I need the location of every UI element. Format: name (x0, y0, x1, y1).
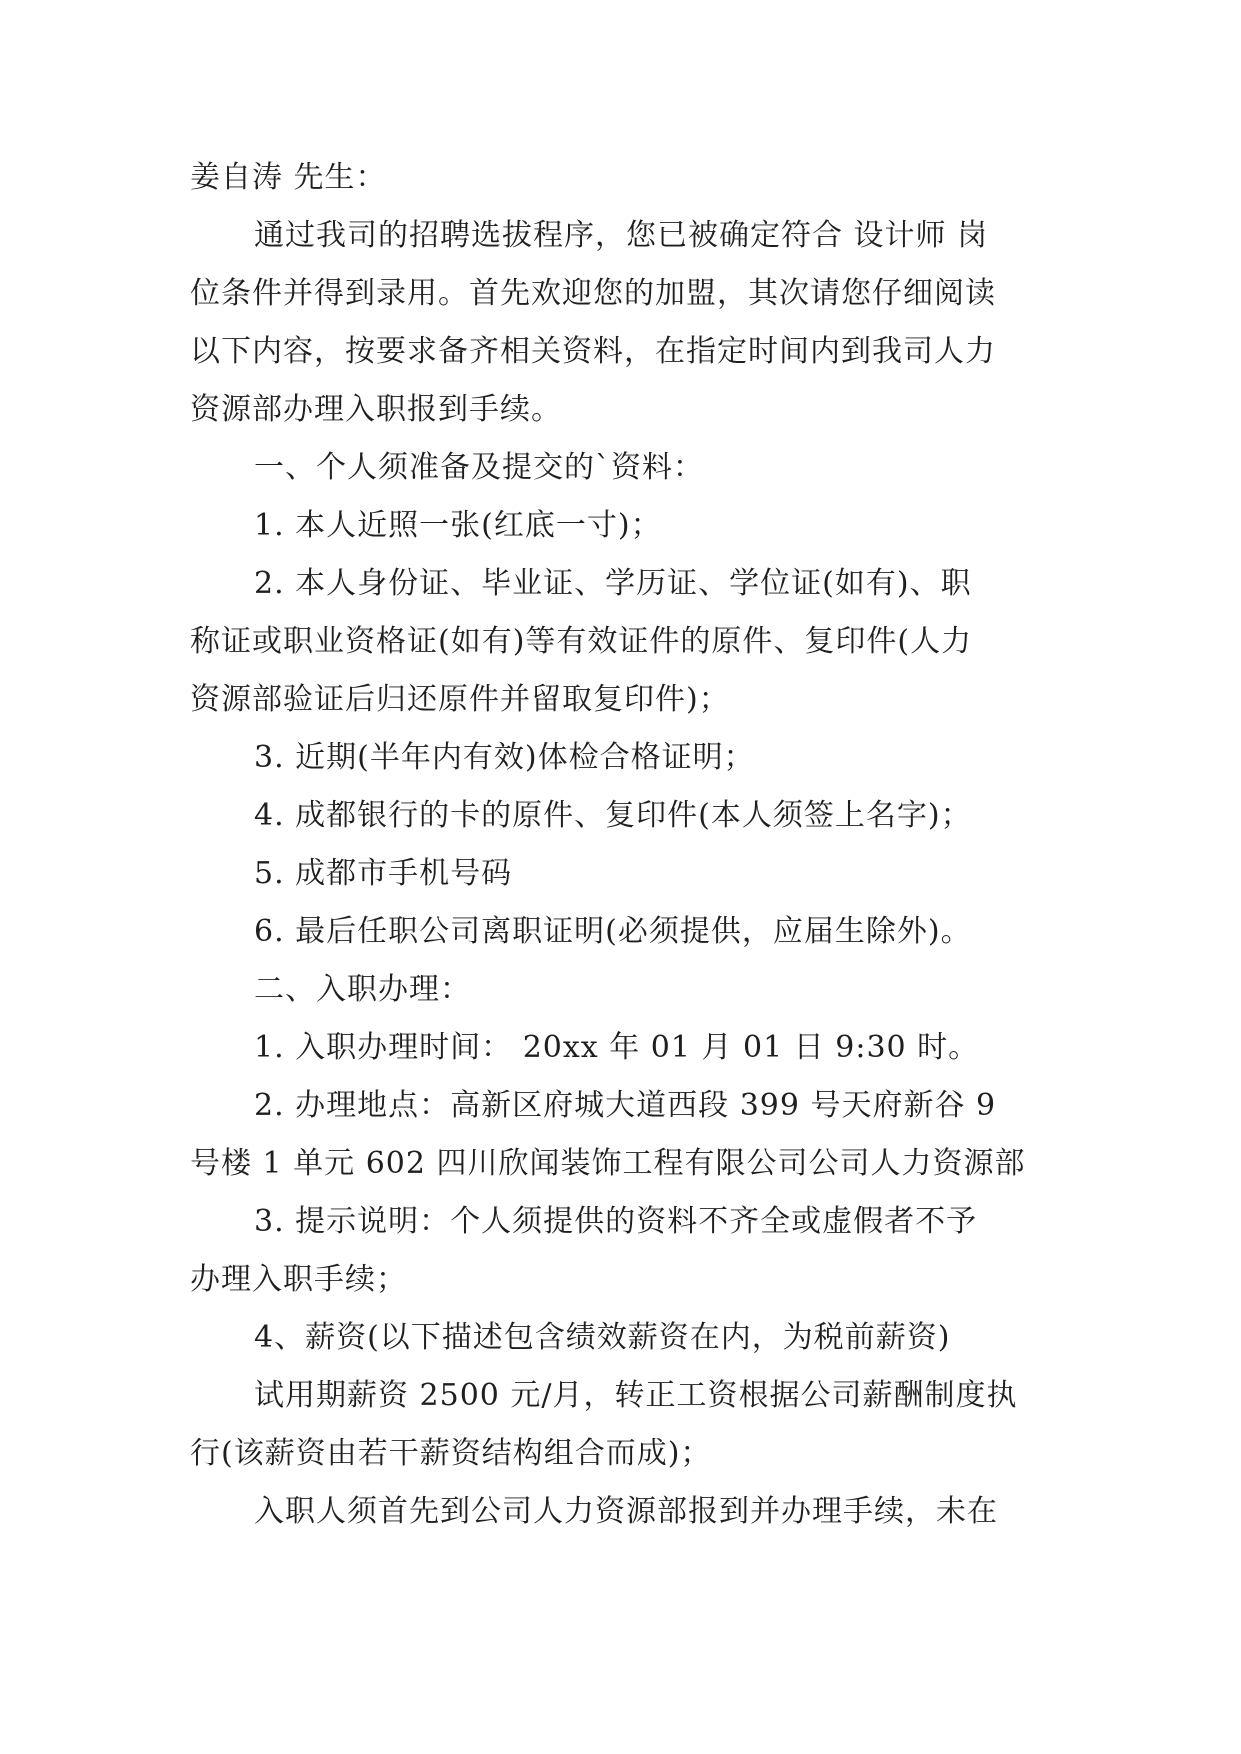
paragraph-line: 试用期薪资 2500 元/月，转正工资根据公司薪酬制度执 (254, 1378, 1018, 1413)
list-item-line: 1. 入职办理时间： 20xx 年 01 月 01 日 9:30 时。 (254, 1030, 980, 1065)
section-heading: 二、入职办理： (254, 972, 471, 1007)
list-item-line: 4、薪资(以下描述包含绩效薪资在内，为税前薪资) (254, 1320, 951, 1355)
list-item-line: 5. 成都市手机号码 (254, 856, 513, 891)
list-item-line: 3. 提示说明：个人须提供的资料不齐全或虚假者不予 (254, 1204, 978, 1239)
list-item-line: 4. 成都银行的卡的原件、复印件(本人须签上名字)； (254, 798, 972, 833)
paragraph-line: 通过我司的招聘选拔程序，您已被确定符合 设计师 岗 (254, 218, 989, 253)
list-item-line: 3. 近期(半年内有效)体检合格证明； (254, 740, 755, 775)
list-item-line: 办理入职手续； (190, 1262, 407, 1297)
paragraph-line: 入职人须首先到公司人力资源部报到并办理手续，未在 (254, 1494, 998, 1529)
salutation-line: 姜自涛 先生： (190, 160, 387, 195)
section-heading: 一、个人须准备及提交的`资料： (254, 450, 704, 485)
list-item-line: 2. 本人身份证、毕业证、学历证、学位证(如有)、职 (254, 566, 972, 601)
list-item-line: 2. 办理地点：高新区府城大道西段 399 号天府新谷 9 (254, 1088, 997, 1123)
paragraph-line: 以下内容，按要求备齐相关资料，在指定时间内到我司人力 (190, 334, 996, 369)
list-item-line: 称证或职业资格证(如有)等有效证件的原件、复印件(人力 (190, 624, 973, 659)
paragraph-line: 位条件并得到录用。首先欢迎您的加盟，其次请您仔细阅读 (190, 276, 996, 311)
list-item-line: 资源部验证后归还原件并留取复印件)； (190, 682, 730, 717)
list-item-line: 6. 最后任职公司离职证明(必须提供，应届生除外)。 (254, 914, 972, 949)
list-item-line: 号楼 1 单元 602 四川欣闻装饰工程有限公司公司人力资源部 (190, 1146, 1026, 1181)
paragraph-line: 行(该薪资由若干薪资结构组合而成)； (190, 1436, 712, 1471)
list-item-line: 1. 本人近照一张(红底一寸)； (254, 508, 662, 543)
paragraph-line: 资源部办理入职报到手续。 (190, 392, 562, 427)
